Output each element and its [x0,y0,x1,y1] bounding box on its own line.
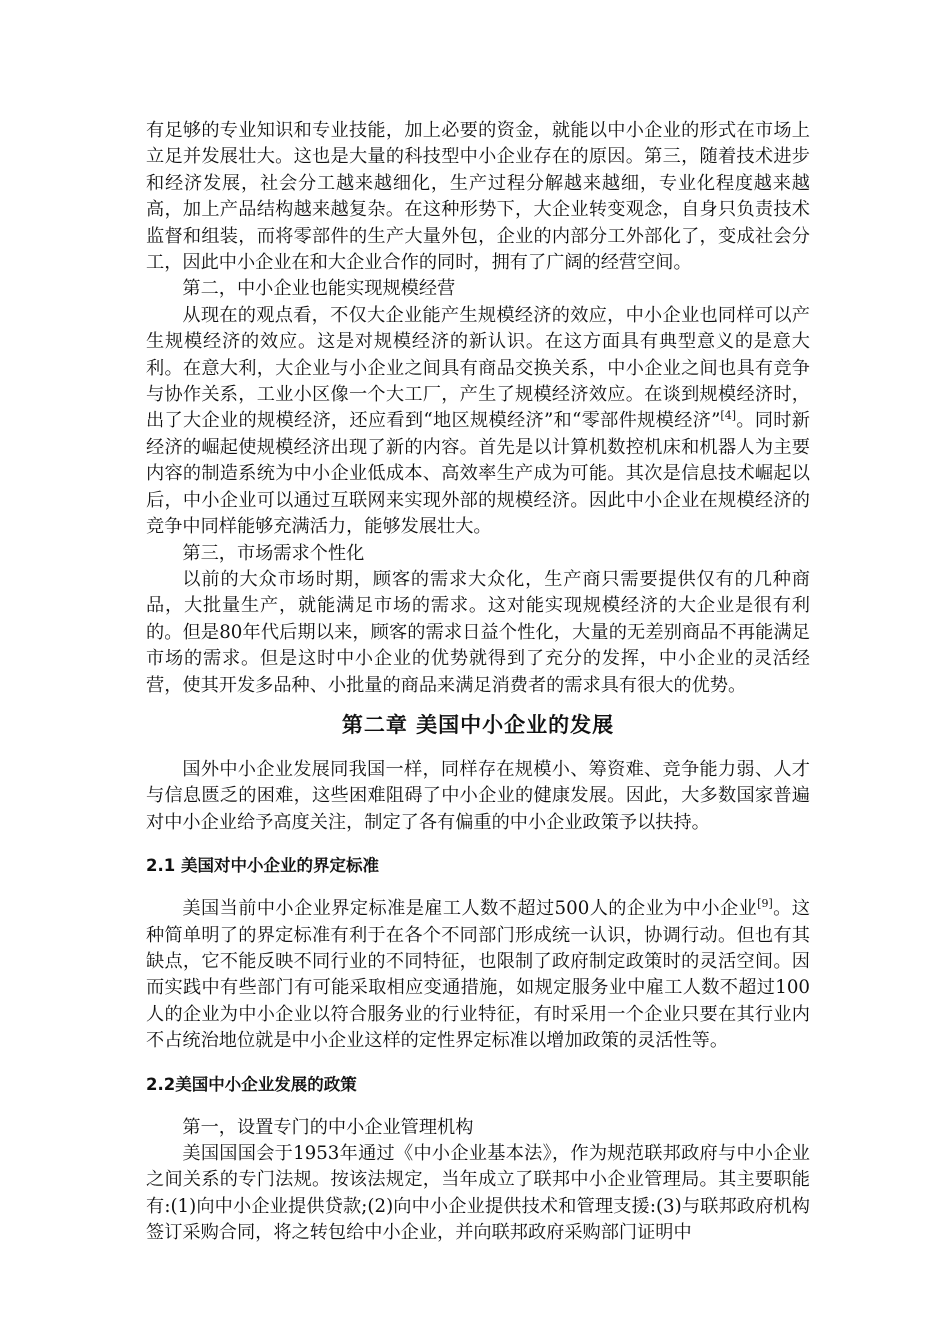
subheading-scale-operation: 第二，中小企业也能实现规模经营 [182,278,456,300]
subheading-management-agency: 第一，设置专门的中小企业管理机构 [182,1116,474,1138]
chapter-title: 第二章 美国中小企业的发展 [341,712,615,737]
citation-ref-9: [9] [757,897,773,911]
paragraph-text: 美国当前中小企业界定标准是雇工人数不超过500人的企业为中小企业 [182,898,758,920]
citation-ref-4: [4] [720,409,737,423]
paragraph-foreign-sme: 国外中小企业发展同我国一样，同样存在规模小、筹资难、竞争能力弱、人才与信息匮乏的困难，这些困难阻碍了中小企业的健康发展。因此，大多数国家普遍对中小企业给予高度关注，制定了各有偏重的中小企业政策予以扶持。 [146,758,810,833]
document-page [146,118,810,1247]
paragraph-sba: 美国国国会于1953年通过《中小企业基本法》，作为规范联邦政府与中小企业之间关系的专门法规。按该法规定，当年成立了联邦中小企业管理局。其主要职能有:(1)向中小企业提供贷款;(2)向中小企业提供技术和管理支援:(3)与联邦政府机构签订采购合同，将之转包给中小企业，并向联邦政府采购部门证明中 [146,1143,810,1244]
section-heading-2-2: 2.2美国中小企业发展的政策 [146,1074,357,1094]
section-heading-2-1: 2.1 美国对中小企业的界定标准 [146,856,379,876]
paragraph-text: 。同时新经济的崛起使规模经济出现了新的内容。首先是以计算机数控机床和机器人为主要内容的制造系统为中小企业低成本、高效率生产成为可能。其次是信息技术崛起以后，中小企业可以通过互联网来实现外部的规模经济。因此中小企业在规模经济的竞争中同样能够充满活力，能够发展壮大。 [146,410,810,538]
subheading-market-demand: 第三，市场需求个性化 [182,542,365,564]
paragraph-definition-standard [146,896,810,1054]
paragraph-text: 。这种简单明了的界定标准有利于在各个不同部门形成统一认识，协调行动。但也有其缺点，它不能反映不同行业的不同特征，也限制了政府制定政策时的灵活空间。因而实践中有些部门有可能采取相应变通措施，如规定服务业中雇工人数不超过100人的企业为中小企业以符合服务业的行业特征，有时采用一个企业只要在其行业内不占统治地位就是中小企业这样的定性界定标准以增加政策的灵活性等。 [146,898,810,1052]
paragraph-text: 从现在的观点看，不仅大企业能产生规模经济的效应，中小企业也同样可以产生规模经济的效应。这是对规模经济的新认识。在这方面具有典型意义的是意大利。在意大利，大企业与小企业之间具有商品交换关系，中小企业之间也具有竞争与协作关系，工业小区像一个大工厂，产生了规模经济效应。在谈到规模经济时，出了大企业的规模经济，还应看到“地区规模经济”和“零部件规模经济” [146,304,810,432]
paragraph-market-demand: 以前的大众市场时期，顾客的需求大众化，生产商只需要提供仅有的几种商品，大批量生产，就能满足市场的需求。这对能实现规模经济的大企业是很有利的。但是80年代后期以来，顾客的需求日益个性化，大量的无差别商品不再能满足市场的需求。但是这时中小企业的优势就得到了充分的发挥，中小企业的灵活经营，使其开发多品种、小批量的商品来满足消费者的需求具有很大的优势。 [146,568,810,696]
paragraph-economies-of-scale [146,303,810,541]
paragraph-division-of-labor: 有足够的专业知识和专业技能，加上必要的资金，就能以中小企业的形式在市场上立足并发展壮大。这也是大量的科技型中小企业存在的原因。第三，随着技术进步和经济发展，社会分工越来越细化，生产过程分解越来越细，专业化程度越来越高，加上产品结构越来越复杂。在这种形势下，大企业转变观念，自身只负责技术监督和组装，而将零部件的生产大量外包，企业的内部分工外部化了，变成社会分工，因此中小企业在和大企业合作的同时，拥有了广阔的经营空间。 [146,120,810,274]
